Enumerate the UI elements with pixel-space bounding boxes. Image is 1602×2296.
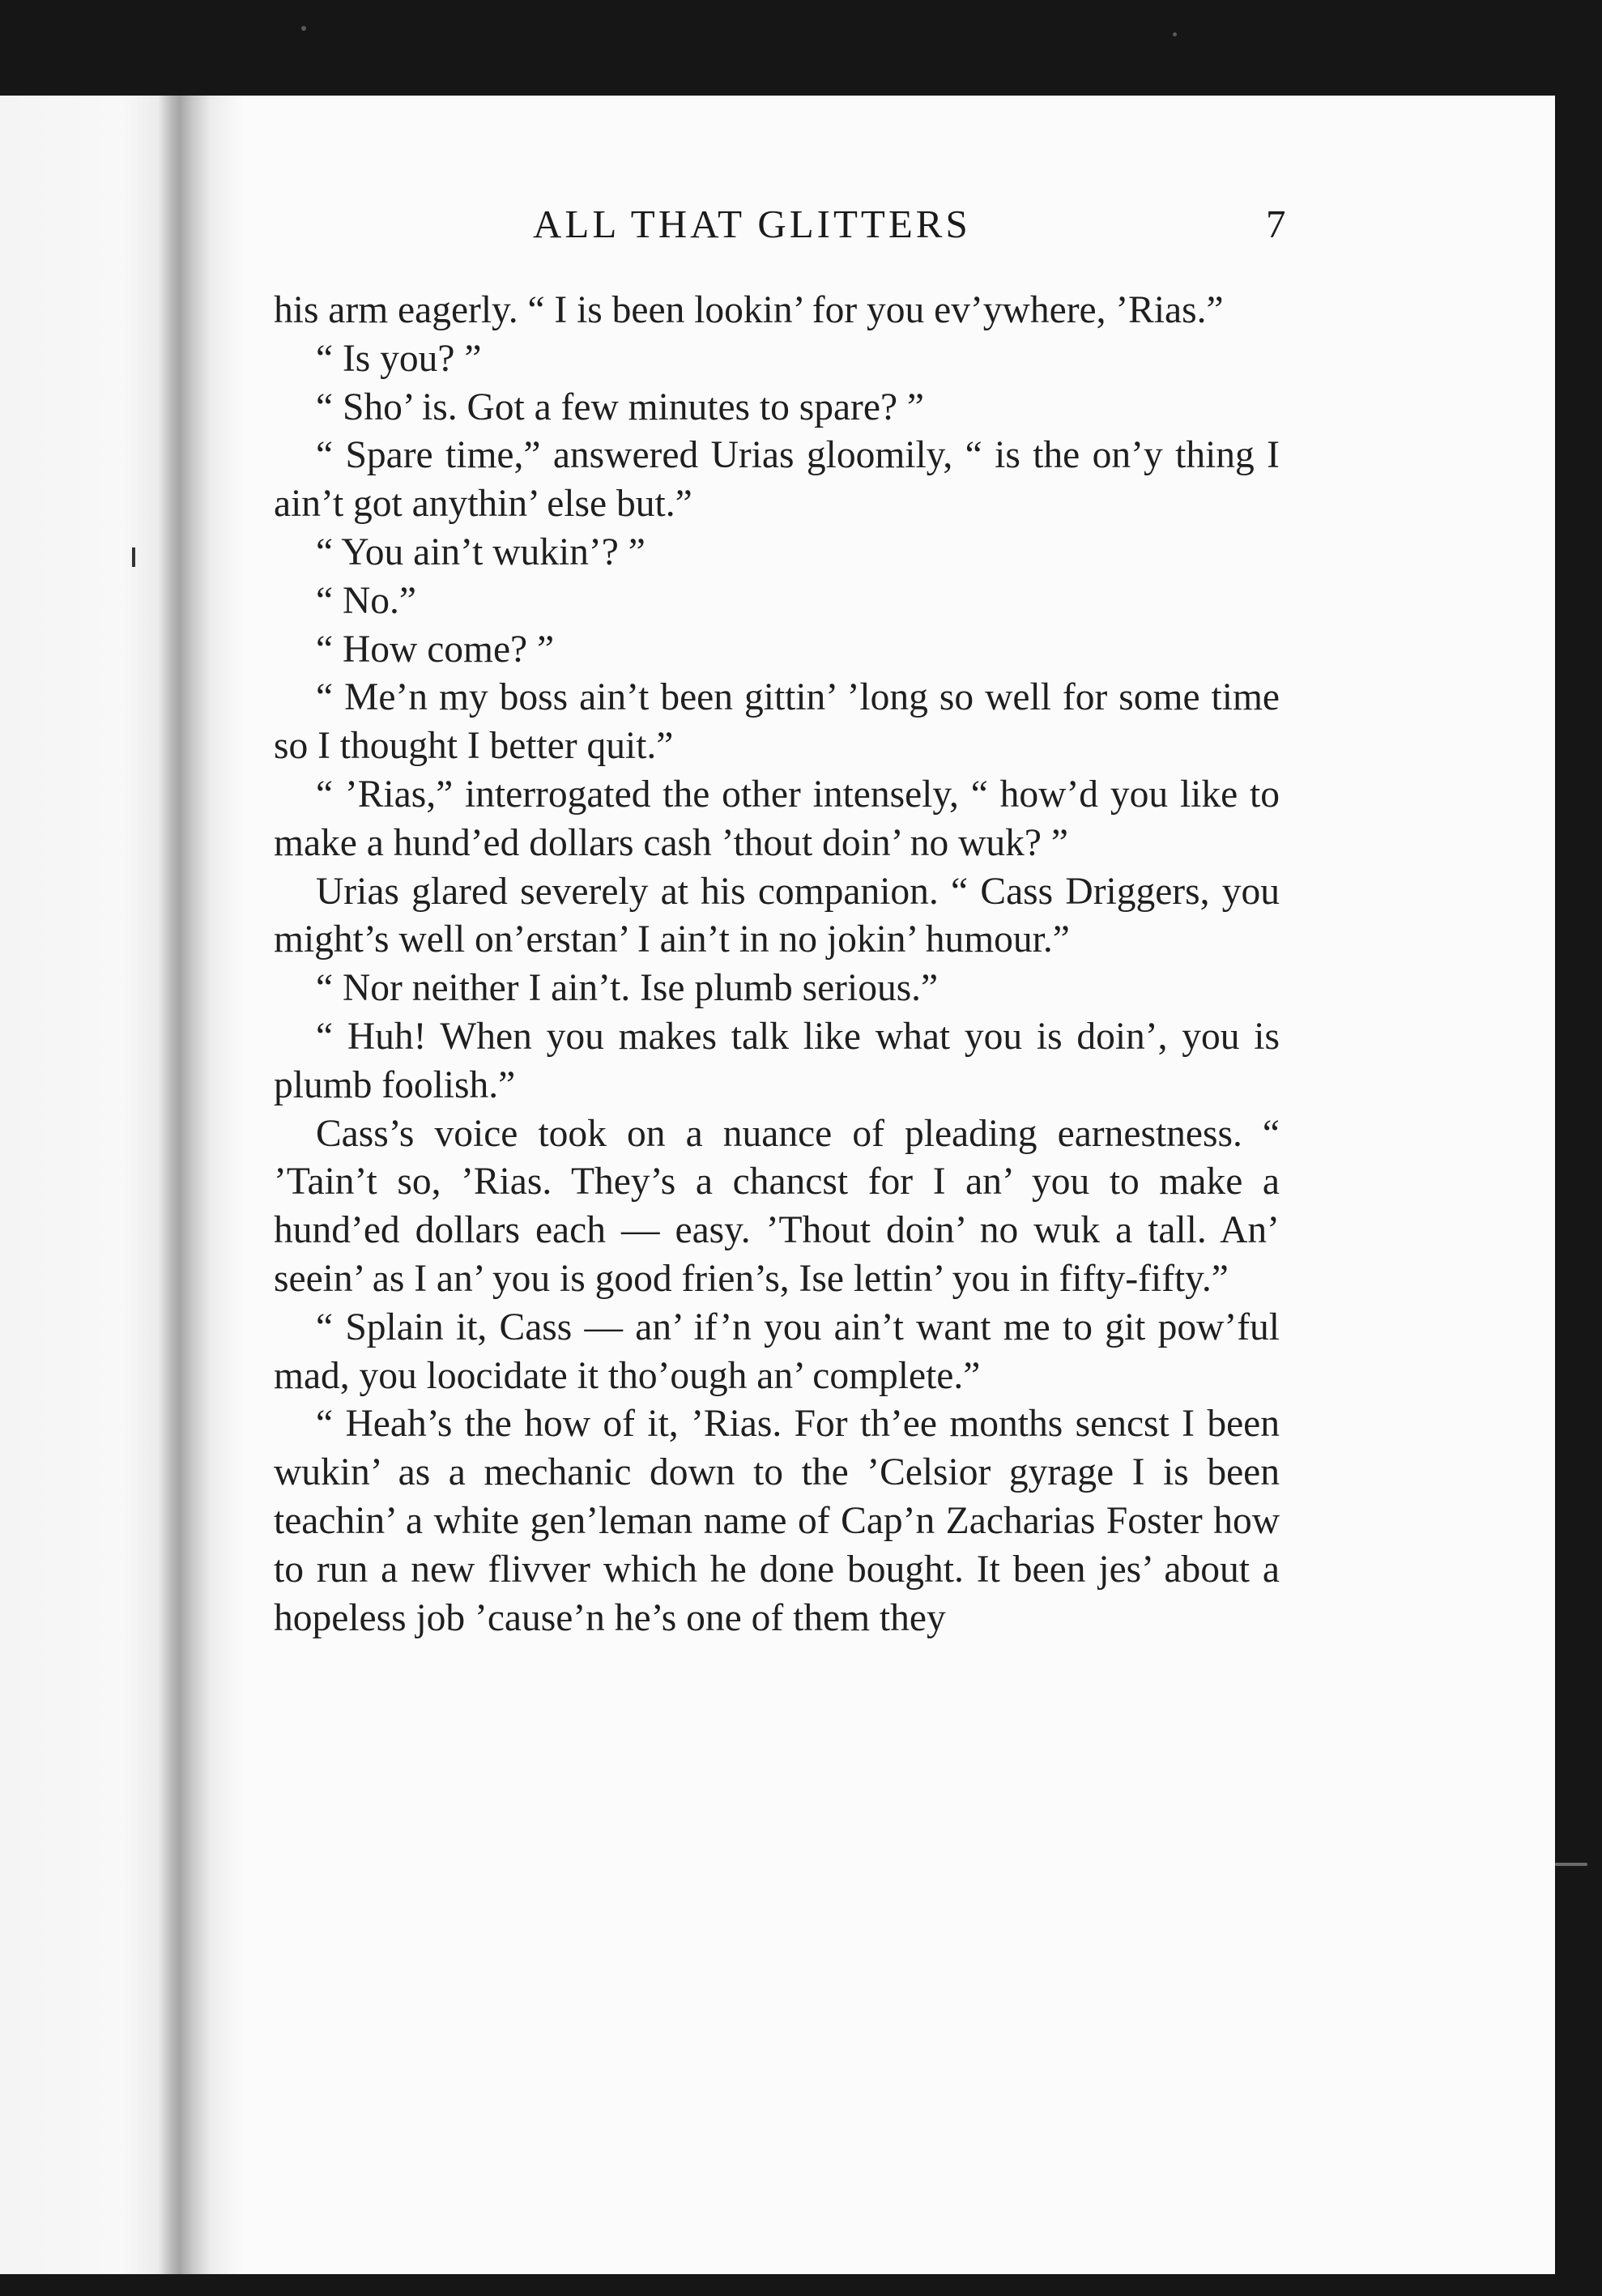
- paragraph: “ ’Rias,” interrogated the other intensely, “ how’d you like to make a hund’ed dollars cash ’thout doin’ no wuk? ”: [274, 773, 1280, 864]
- paragraph: Cass’s voice took on a nuance of pleading earnestness. “ ’Tain’t so, ’Rias. They’s a chancst for I an’ you to make a hund’ed dollars each — easy. ’Thout doin’ no wuk a tall. An’ seein’ as I an’ you is good frien’s, Ise lettin’ you in fifty-fifty.”: [274, 1112, 1280, 1300]
- dust-speck: [301, 26, 306, 31]
- running-title: ALL THAT GLITTERS: [533, 202, 971, 246]
- binding-gutter: [0, 96, 243, 2274]
- margin-mark: [132, 547, 135, 567]
- paragraph: “ Spare time,” answered Urias gloomily, “ is the on’y thing I ain’t got anythin’ else but.”: [274, 434, 1280, 526]
- page-number: 7: [1266, 202, 1286, 246]
- dust-speck: [1173, 32, 1177, 36]
- paragraph: his arm eagerly. “ I is been lookin’ for you ev’ywhere, ’Rias.”: [274, 289, 1224, 331]
- paragraph: “ You ain’t wukin’? ”: [316, 530, 645, 573]
- paragraph: “ Heah’s the how of it, ’Rias. For th’ee months sencst I been wukin’ as a mechanic down to the ’Celsior gyrage I is been teachin’ a white gen’leman name of Cap’n Zacharias Foster how to run a new flivver which he done bought. It been jes’ about a hopeless job ’cause’n he’s one of them they: [274, 1403, 1280, 1639]
- dust-speck: [1555, 1863, 1587, 1866]
- paragraph: “ Is you? ”: [316, 337, 482, 380]
- body-text: [274, 287, 1280, 1642]
- paragraph: “ Nor neither I ain’t. Ise plumb serious.”: [316, 967, 939, 1010]
- paragraph: “ No.”: [316, 579, 416, 622]
- paragraph: “ Sho’ is. Got a few minutes to spare? ”: [316, 386, 925, 428]
- page-header: [0, 201, 1602, 258]
- paragraph: “ Splain it, Cass — an’ if’n you ain’t want me to git pow’ful mad, you loocidate it tho’ough an’ complete.”: [274, 1306, 1280, 1397]
- paragraph: Urias glared severely at his companion. “ Cass Driggers, you might’s well on’erstan’ I ain’t in no jokin’ humour.”: [274, 870, 1280, 961]
- paragraph: “ Huh! When you makes talk like what you is doin’, you is plumb foolish.”: [274, 1015, 1280, 1106]
- paragraph: “ Me’n my boss ain’t been gittin’ ’long so well for some time so I thought I better quit.”: [274, 676, 1280, 768]
- paragraph: “ How come? ”: [316, 628, 555, 671]
